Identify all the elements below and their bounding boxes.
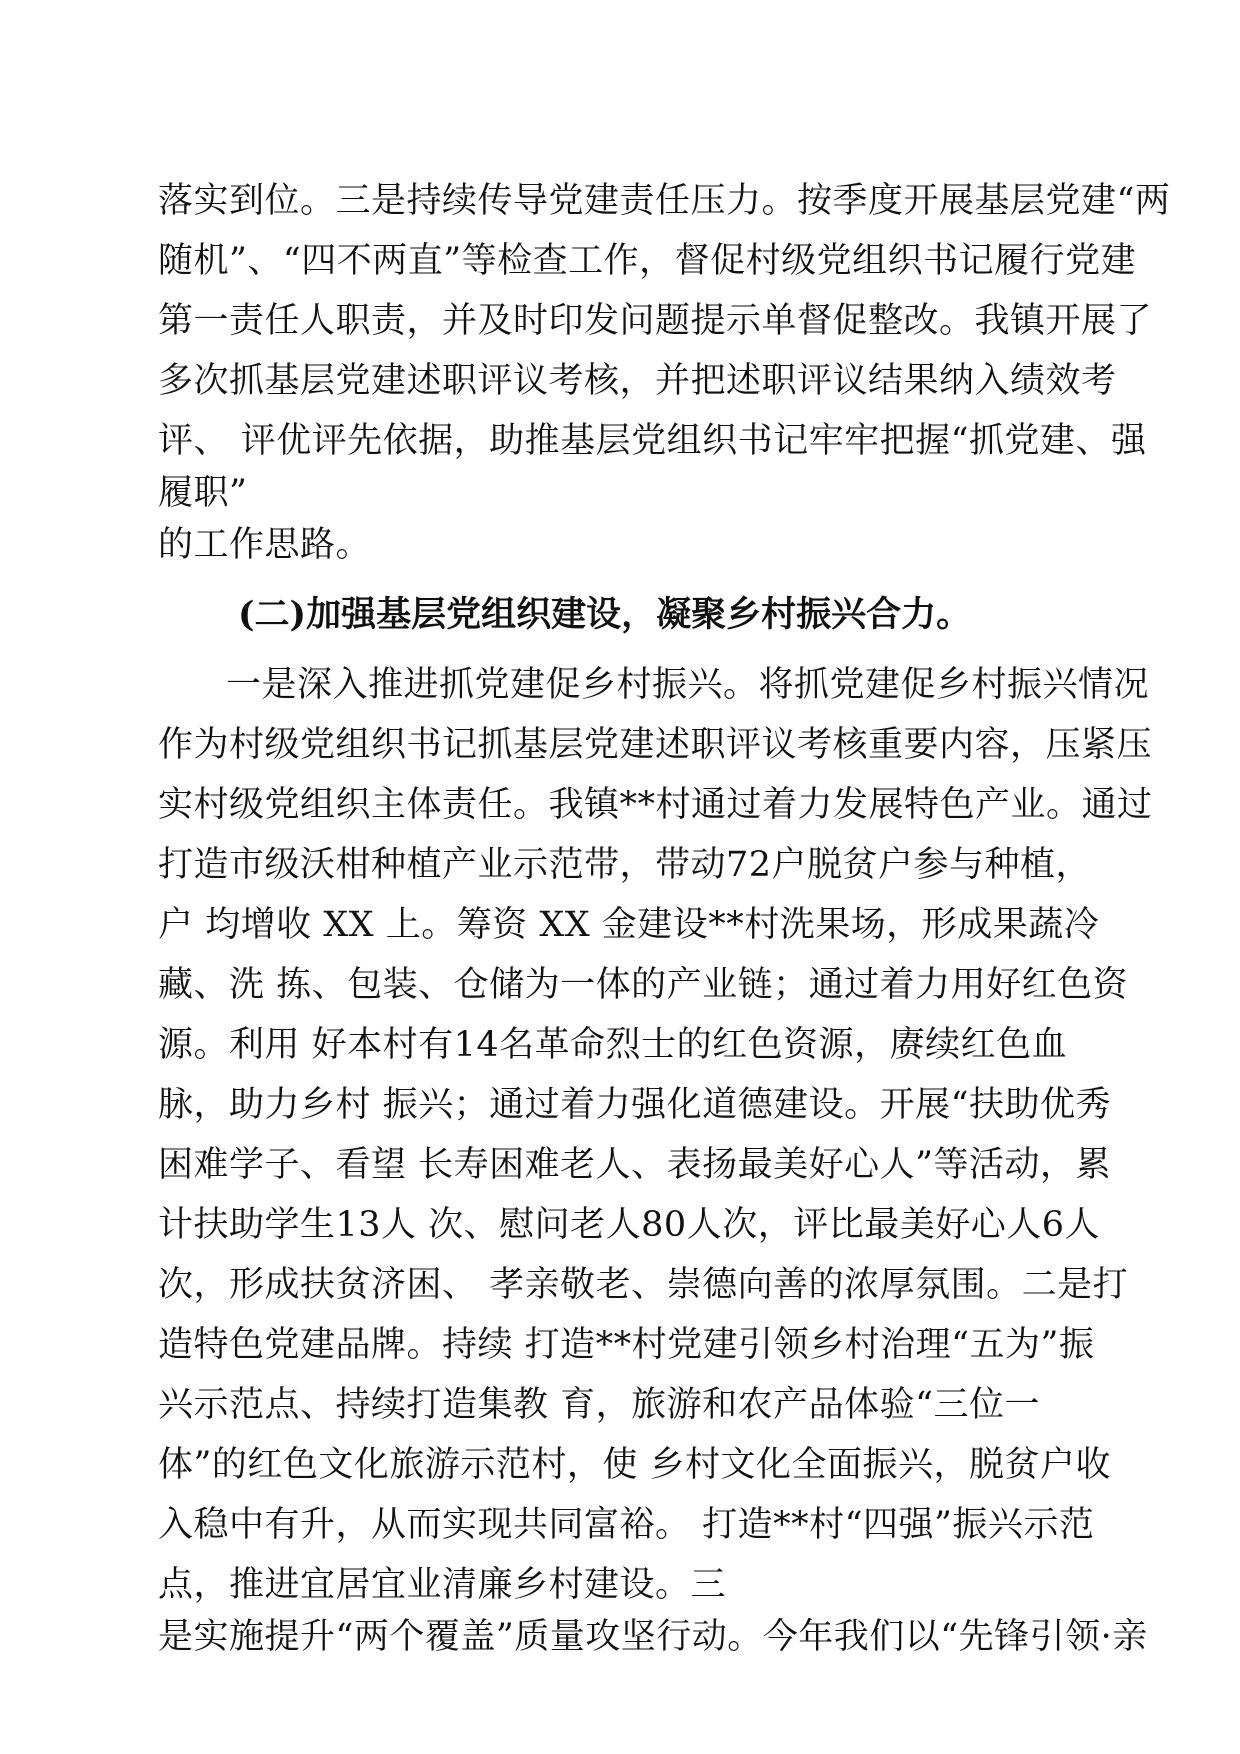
- text-line: 多次抓基层党建述职评议考核，并把述职评议结果纳入绩效考: [158, 361, 1117, 401]
- text-line: 计扶助学生13人 次、慰问老人80人次，评比最美好心人6人: [158, 1205, 1100, 1245]
- text-line: 户 均增收 XX 上。筹资 XX 金建设**村洗果场，形成果蔬冷: [158, 905, 1100, 945]
- text-line: 实村级党组织主体责任。我镇**村通过着力发展特色产业。通过: [158, 785, 1153, 825]
- text-line: 随机”、“四不两直”等检查工作，督促村级党组织书记履行党建: [158, 241, 1137, 281]
- text-line: 履职”: [158, 473, 248, 513]
- text-line: 体”的红色文化旅游示范村，使 乡村文化全面振兴，脱贫户收: [158, 1445, 1112, 1485]
- text-line: 落实到位。三是持续传导党建责任压力。按季度开展基层党建“两: [158, 181, 1171, 221]
- text-line: 源。利用 好本村有14名革命烈士的红色资源，赓续红色血: [158, 1025, 1068, 1065]
- text-line: 藏、洗 拣、包装、仓储为一体的产业链；通过着力用好红色资: [158, 965, 1129, 1005]
- paragraph-first-line: 一是深入推进抓党建促乡村振兴。将抓党建促乡村振兴情况: [226, 665, 1150, 705]
- text-line: 脉，助力乡村 振兴；通过着力强化道德建设。开展“扶助优秀: [158, 1085, 1112, 1125]
- text-line: 入稳中有升，从而实现共同富裕。 打造**村“四强”振兴示范: [158, 1505, 1095, 1545]
- text-line: 点，推进宜居宜业清廉乡村建设。三: [158, 1565, 727, 1605]
- text-line: 的工作思路。: [158, 525, 372, 565]
- text-line: 评、 评优评先依据，助推基层党组织书记牢牢把握“抓党建、强: [158, 421, 1147, 461]
- text-line: 造特色党建品牌。持续 打造**村党建引领乡村治理“五为”振: [158, 1325, 1095, 1365]
- text-line: 是实施提升“两个覆盖”质量攻坚行动。今年我们以“先锋引领·亲: [158, 1617, 1148, 1657]
- text-line: 次，形成扶贫济困、 孝亲敬老、崇德向善的浓厚氛围。二是打: [158, 1265, 1129, 1305]
- section-heading: (二)加强基层党组织建设，凝聚乡村振兴合力。: [238, 594, 972, 635]
- text-line: 第一责任人职责，并及时印发问题提示单督促整改。我镇开展了: [158, 301, 1153, 341]
- text-line: 兴示范点、持续打造集教 育，旅游和农产品体验“三位一: [158, 1385, 1041, 1425]
- text-line: 困难学子、看望 长寿困难老人、表扬最美好心人”等活动，累: [158, 1145, 1112, 1185]
- text-line: 作为村级党组织书记抓基层党建述职评议考核重要内容，压紧压: [158, 725, 1153, 765]
- text-line: 打造市级沃柑种植产业示范带，带动72户脱贫户参与种植，: [158, 845, 1092, 885]
